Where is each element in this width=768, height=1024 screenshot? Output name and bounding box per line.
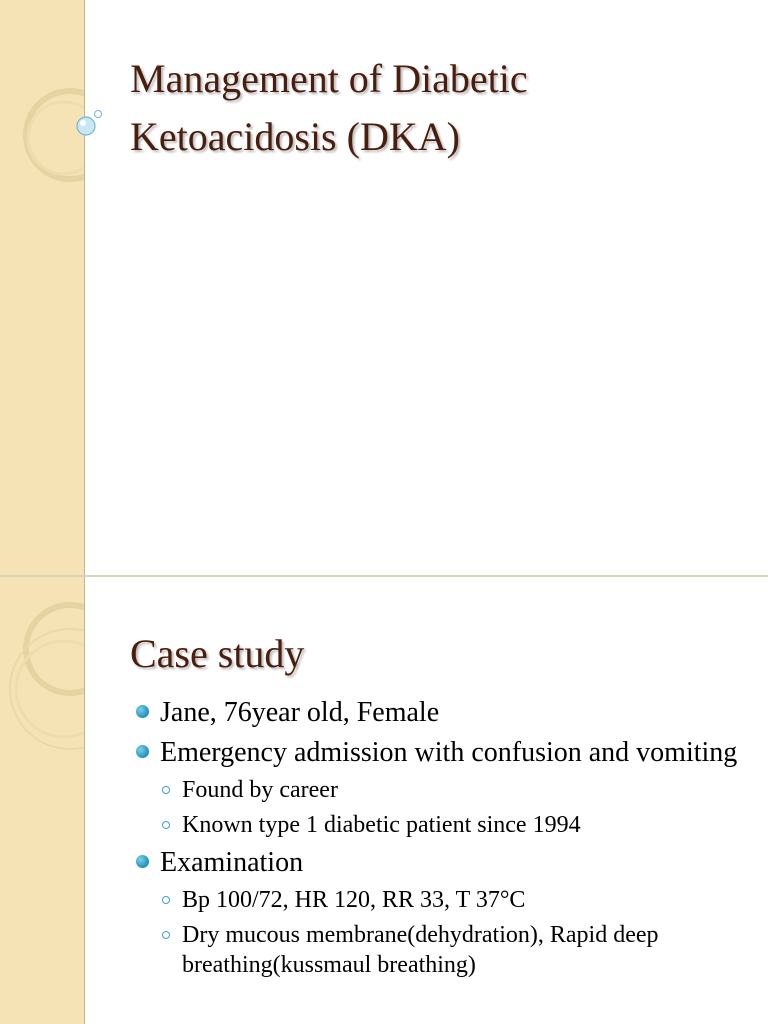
- sub-bullet-item: [134, 775, 744, 805]
- bullet-item: [134, 845, 744, 881]
- bullet-dot-icon: [136, 745, 149, 758]
- bullet-list: [134, 695, 744, 985]
- decorative-side-band: [0, 577, 85, 1024]
- bullet-text: Emergency admission with confusion and vomiting: [160, 737, 738, 768]
- title-line: Management of Diabetic: [130, 56, 528, 101]
- sub-bullet-ring-icon: [162, 786, 170, 794]
- bullet-dot-icon: [136, 705, 149, 718]
- sub-bullet-text: Known type 1 diabetic patient since 1994: [182, 812, 581, 838]
- bullet-text: Jane, 76year old, Female: [160, 697, 440, 728]
- bullet-dot-icon: [136, 855, 149, 868]
- sub-bullet-text: Found by career: [182, 777, 338, 803]
- circle-ornament: [0, 577, 84, 1024]
- sub-bullet-item: [134, 885, 744, 915]
- slide-title-heading: [130, 50, 528, 166]
- sub-bullet-ring-icon: [162, 821, 170, 829]
- sub-bullet-text: Dry mucous membrane(dehydration), Rapid deep breathing(kussmaul breathing): [182, 922, 659, 978]
- bullet-item: [134, 735, 744, 771]
- sub-bullet-ring-icon: [162, 931, 170, 939]
- bubble-ornament: [0, 0, 110, 160]
- sub-bullet-ring-icon: [162, 896, 170, 904]
- bullet-text: Examination: [160, 847, 304, 878]
- sub-bullet-item: [134, 810, 744, 840]
- slide-heading: Case study: [130, 631, 305, 676]
- slide-case-study: [0, 577, 768, 1024]
- title-line: Ketoacidosis (DKA): [130, 114, 460, 159]
- sub-bullet-text: Bp 100/72, HR 120, RR 33, T 37°C: [182, 887, 526, 913]
- sub-bullet-item: [134, 920, 744, 980]
- bullet-item: [134, 695, 744, 731]
